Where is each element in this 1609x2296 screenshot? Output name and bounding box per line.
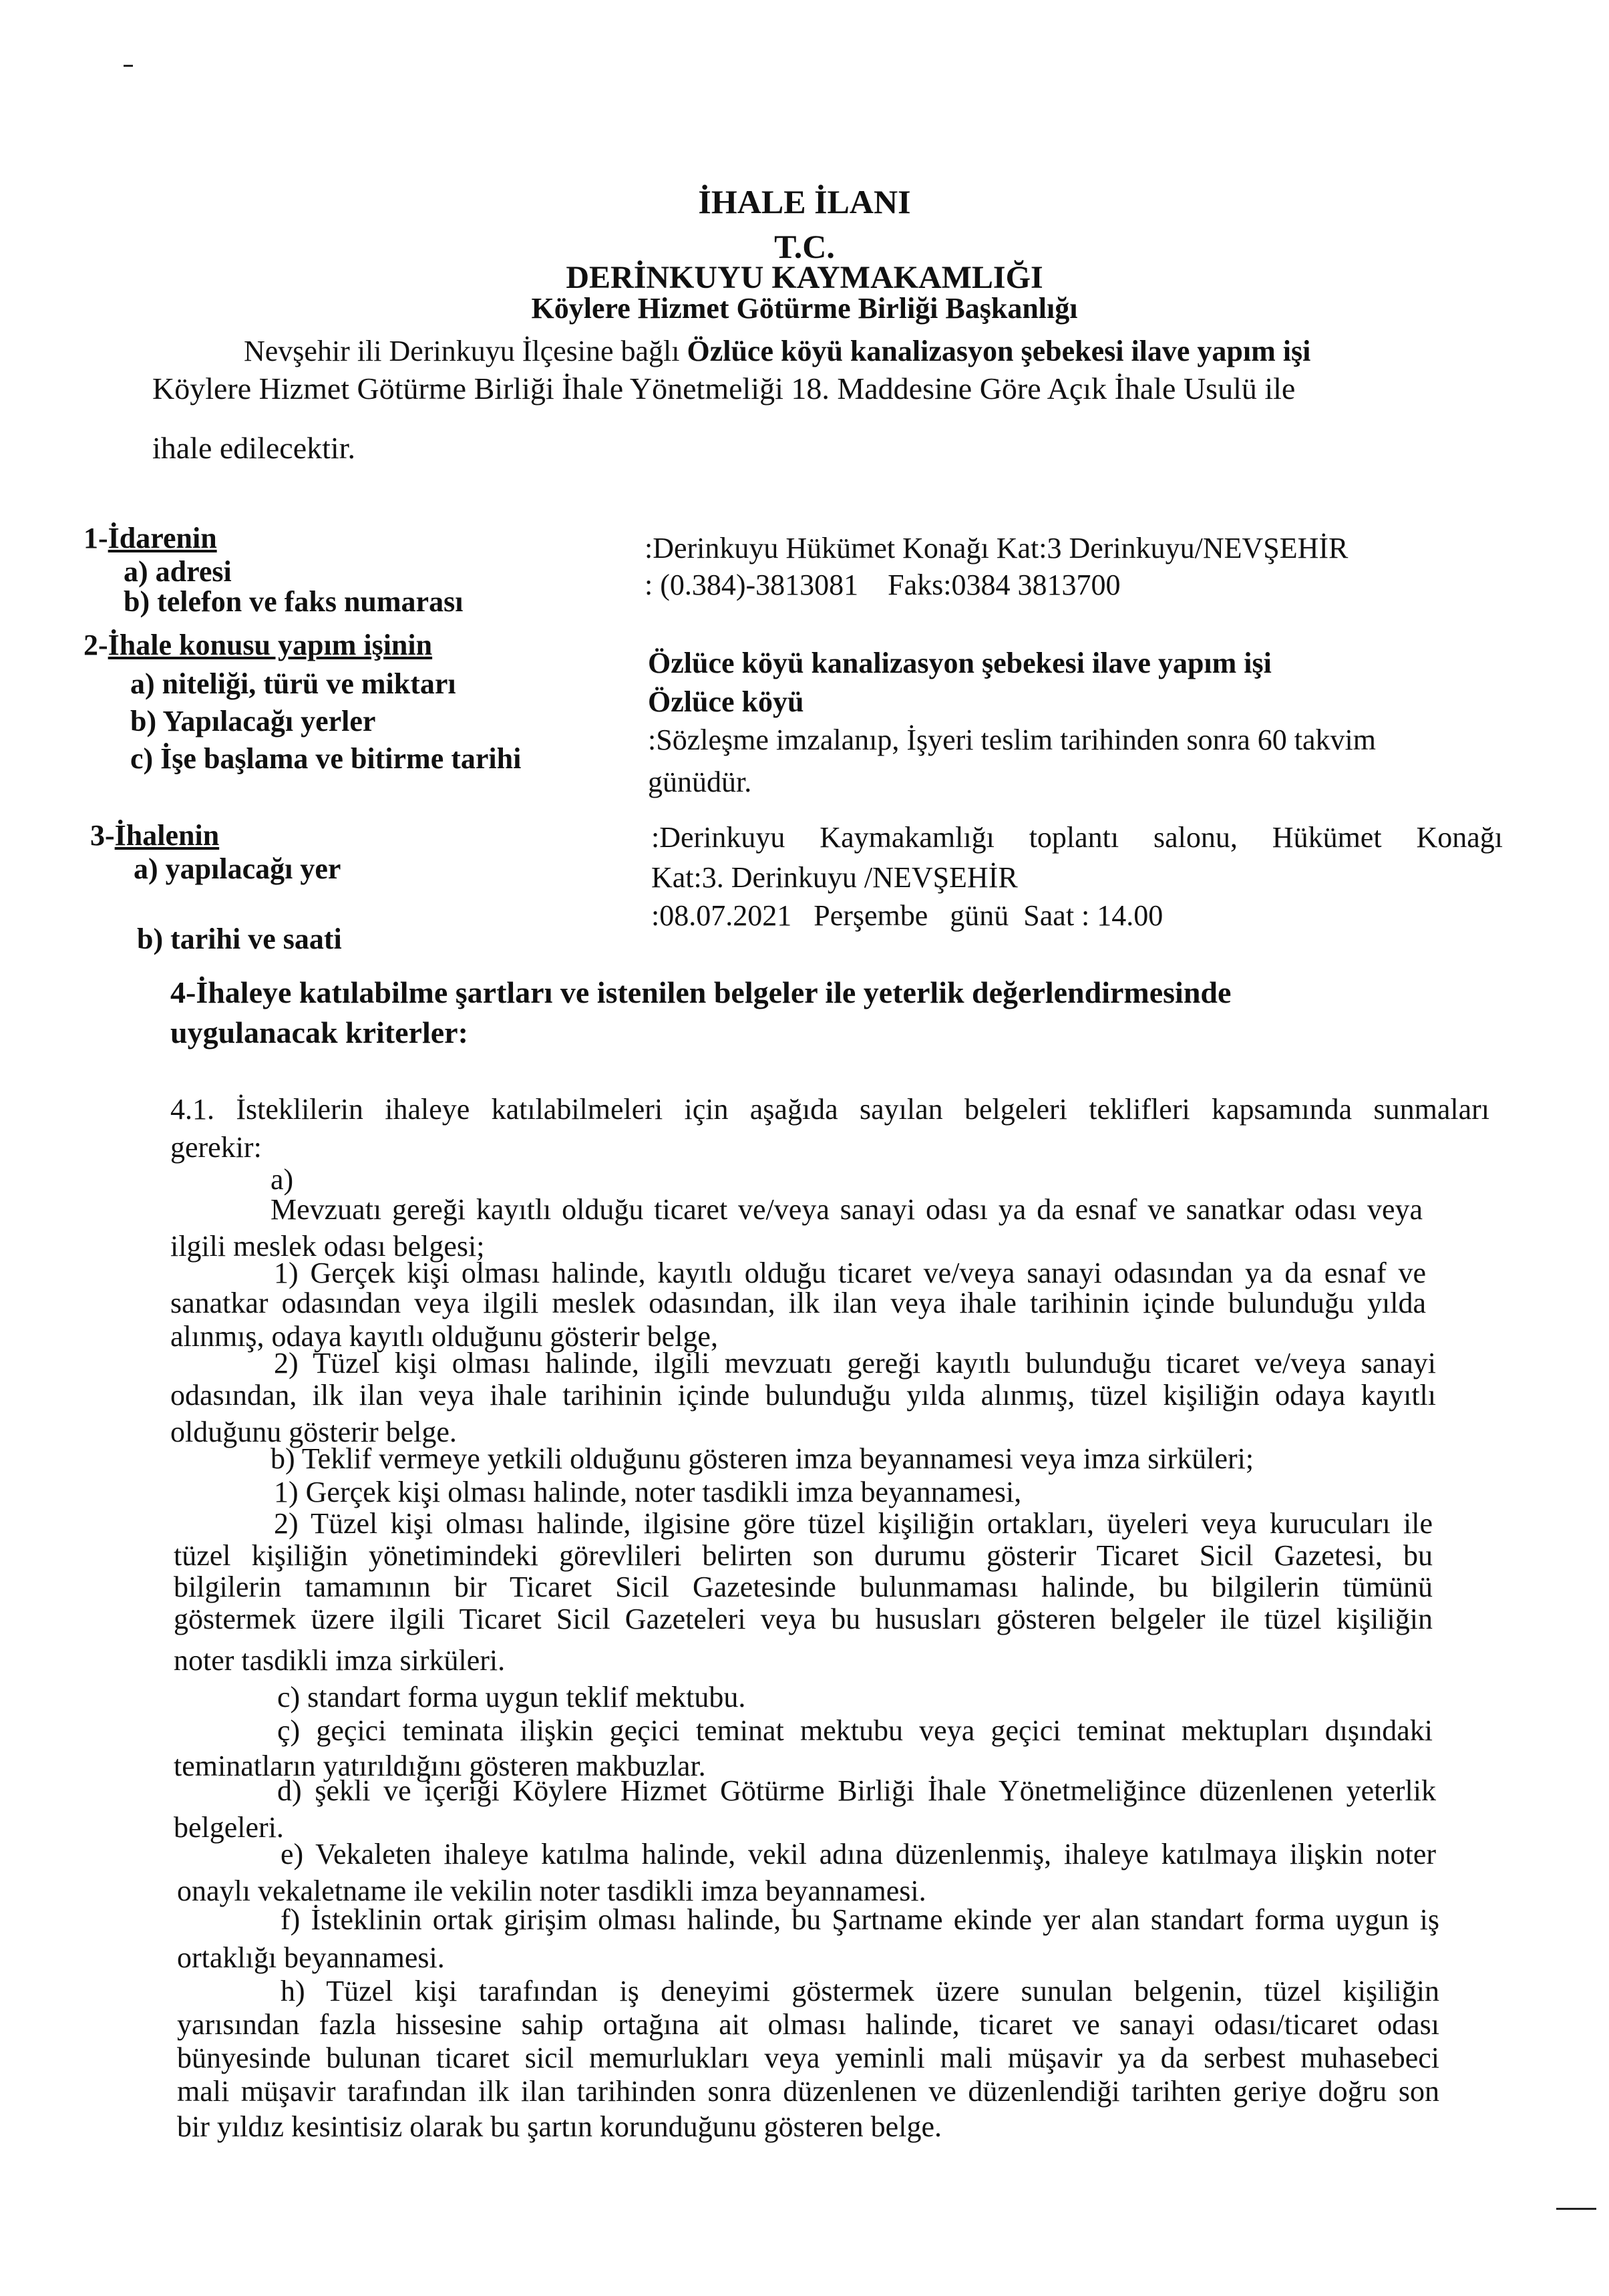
s1-b-label: b) telefon ve faks numarası (124, 585, 464, 618)
item-a1-line-2: sanatkar odasından veya ilgili meslek odasından, ilk ilan veya ihale tarihinin içinde bulunduğu yılda (170, 1287, 1426, 1319)
item-b2-line-5: noter tasdikli imza sirküleri. (174, 1644, 506, 1677)
item-c-line-1: c) standart forma uygun teklif mektubu. (277, 1681, 746, 1713)
item-a-line-1: Mevzuatı gereği kayıtlı olduğu ticaret ve/veya sanayi odası ya da esnaf ve sanatkar odası veya (271, 1193, 1423, 1226)
item-h-line-1: h) Tüzel kişi tarafından iş deneyimi göstermek üzere sunulan belgenin, tüzel kişiliğin (281, 1975, 1439, 2007)
item-a2-line-3: olduğunu gösterir belge. (170, 1416, 457, 1448)
document-title: İHALE İLANI (698, 183, 911, 220)
intro-line-2: Köylere Hizmet Götürme Birliği İhale Yönetmeliği 18. Maddesine Göre Açık İhale Usulü ile (152, 371, 1296, 405)
item-h-line-3: bünyesinde bulunan ticaret sicil memurlukları veya yeminli mali müşavir ya da serbest muhasebeci (177, 2041, 1439, 2074)
p41-line-1: 4.1. İsteklilerin ihaleye katılabilmeleri için aşağıda sayılan belgeleri teklifleri kapsamında sunmaları (170, 1093, 1489, 1126)
item-e-line-1: e) Vekaleten ihaleye katılma halinde, vekil adına düzenlenmiş, ihaleye katılmaya ilişkin noter (281, 1838, 1436, 1870)
intro-project: Özlüce köyü kanalizasyon şebekesi ilave yapım işi (687, 335, 1311, 367)
item-f-line-1: f) İsteklinin ortak girişim olması halinde, bu Şartname ekinde yer alan standart forma uygun iş (281, 1903, 1439, 1936)
section-3-number: 3- (90, 819, 115, 852)
item-d-line-2: belgeleri. (174, 1811, 284, 1844)
p41-line-2: gerekir: (170, 1131, 262, 1164)
section-2-number: 2- (83, 629, 108, 661)
section-3-title: İhalenin (114, 819, 220, 852)
tc-heading: T.C. (774, 228, 835, 265)
item-b2-line-3: bilgilerin tamamının bir Ticaret Sicil Gazetesinde bulunmaması halinde, bu bilgilerin tümünü (174, 1571, 1433, 1603)
section-2-heading (83, 628, 432, 663)
item-b2-line-2: tüzel kişiliğin yönetimindeki görevlileri belirten son durumu gösterir Ticaret Sicil Gazetesi, bu (174, 1539, 1433, 1572)
item-a2-line-1: 2) Tüzel kişi olması halinde, ilgili mevzuatı gereği kayıtlı bulunduğu ticaret ve/veya sanayi (274, 1347, 1436, 1379)
section-2-title: İhale konusu yapım işinin (108, 629, 433, 661)
s2-a-label: a) niteliği, türü ve miktarı (130, 667, 456, 700)
s3-a-value-2: Kat:3. Derinkuyu /NEVŞEHİR (651, 861, 1018, 894)
institution-heading: DERİNKUYU KAYMAKAMLIĞI (566, 260, 1043, 295)
intro-line-3: ihale edilecektir. (152, 431, 355, 465)
section-3-heading (90, 818, 219, 853)
scan-mark-top-left (124, 65, 133, 67)
item-a-line-2: ilgili meslek odası belgesi; (170, 1230, 485, 1263)
item-a1-line-1: 1) Gerçek kişi olması halinde, kayıtlı olduğu ticaret ve/veya sanayi odasından ya da esnaf ve (274, 1257, 1426, 1289)
item-h-line-5: bir yıldız kesintisiz olarak bu şartın korunduğunu gösteren belge. (177, 2110, 942, 2143)
section-1-number: 1- (83, 522, 108, 554)
intro-lead: Nevşehir ili Derinkuyu İlçesine bağlı (244, 335, 680, 367)
section-4-title-1: 4-İhaleye katılabilme şartları ve istenilen belgeler ile yeterlik değerlendirmesinde (170, 975, 1232, 1009)
item-a2-line-2: odasından, ilk ilan veya ihale tarihinin içinde bulunduğu yılda alınmış, tüzel kişiliğin odaya kayıtlı (170, 1379, 1436, 1412)
section-1-title: İdarenin (108, 522, 217, 554)
item-b2-line-4: göstermek üzere ilgili Ticaret Sicil Gazeteleri veya bu hususları gösteren belgeler ile tüzel kişiliğin (174, 1603, 1433, 1635)
scan-mark-bottom-right (1556, 2208, 1596, 2210)
s2-b-label: b) Yapılacağı yerler (130, 705, 376, 737)
s1-a-label: a) adresi (124, 555, 232, 588)
s3-b-value: :08.07.2021 Perşembe günü Saat : 14.00 (651, 899, 1164, 932)
s1-a-value: :Derinkuyu Hükümet Konağı Kat:3 Derinkuyu/NEVŞEHİR (645, 532, 1349, 564)
item-b2-line-1: 2) Tüzel kişi olması halinde, ilgisine göre tüzel kişiliğin ortakları, üyeleri veya kurucuları ile (274, 1507, 1433, 1540)
s3-b-label: b) tarihi ve saati (137, 923, 342, 955)
item-a1-line-3: alınmış, odaya kayıtlı olduğunu gösterir belge, (170, 1320, 718, 1353)
item-a-mark: a) (271, 1163, 294, 1196)
item-cc-line-2: teminatların yatırıldığını gösteren makbuzlar. (174, 1750, 706, 1782)
s2-c-value-1: :Sözleşme imzalanıp, İşyeri teslim tarihinden sonra 60 takvim (648, 723, 1376, 756)
s2-c-label: c) İşe başlama ve bitirme tarihi (130, 742, 522, 775)
item-h-line-4: mali müşavir tarafından ilk ilan tarihinden sonra düzenlenen ve düzenlendiği tarihten geriye doğru son (177, 2075, 1439, 2108)
item-b1-line-1: 1) Gerçek kişi olması halinde, noter tasdikli imza beyannamesi, (274, 1476, 1022, 1508)
item-d-line-1: d) şekli ve içeriği Köylere Hizmet Götürme Birliği İhale Yönetmeliğince düzenlenen yeterlik (277, 1774, 1436, 1807)
s2-c-value-2: günüdür. (648, 766, 752, 798)
section-1-heading (83, 521, 217, 556)
item-h-line-2: yarısından fazla hissesine sahip ortağına ait olması halinde, ticaret ve sanayi odası/ticaret odası (177, 2008, 1439, 2041)
item-f-line-2: ortaklığı beyannamesi. (177, 1941, 445, 1974)
unit-heading: Köylere Hizmet Götürme Birliği Başkanlığı (531, 292, 1078, 325)
s2-a-value: Özlüce köyü kanalizasyon şebekesi ilave yapım işi (648, 647, 1272, 679)
item-e-line-2: onaylı vekaletname ile vekilin noter tasdikli imza beyannamesi. (177, 1874, 926, 1907)
s1-b-value: : (0.384)-3813081 Faks:0384 3813700 (645, 568, 1121, 601)
s2-b-value: Özlüce köyü (648, 685, 804, 718)
s3-a-label: a) yapılacağı yer (134, 852, 341, 885)
section-4-title-2: uygulanacak kriterler: (170, 1015, 468, 1049)
item-cc-line-1: ç) geçici teminata ilişkin geçici teminat mektubu veya geçici teminat mektupları dışındaki (277, 1714, 1433, 1747)
s3-a-value-1: :Derinkuyu Kaymakamlığı toplantı salonu, Hükümet Konağı (651, 821, 1503, 854)
item-b-line-1: b) Teklif vermeye yetkili olduğunu gösteren imza beyannamesi veya imza sirküleri; (271, 1442, 1254, 1475)
intro-line-1 (244, 334, 1310, 369)
